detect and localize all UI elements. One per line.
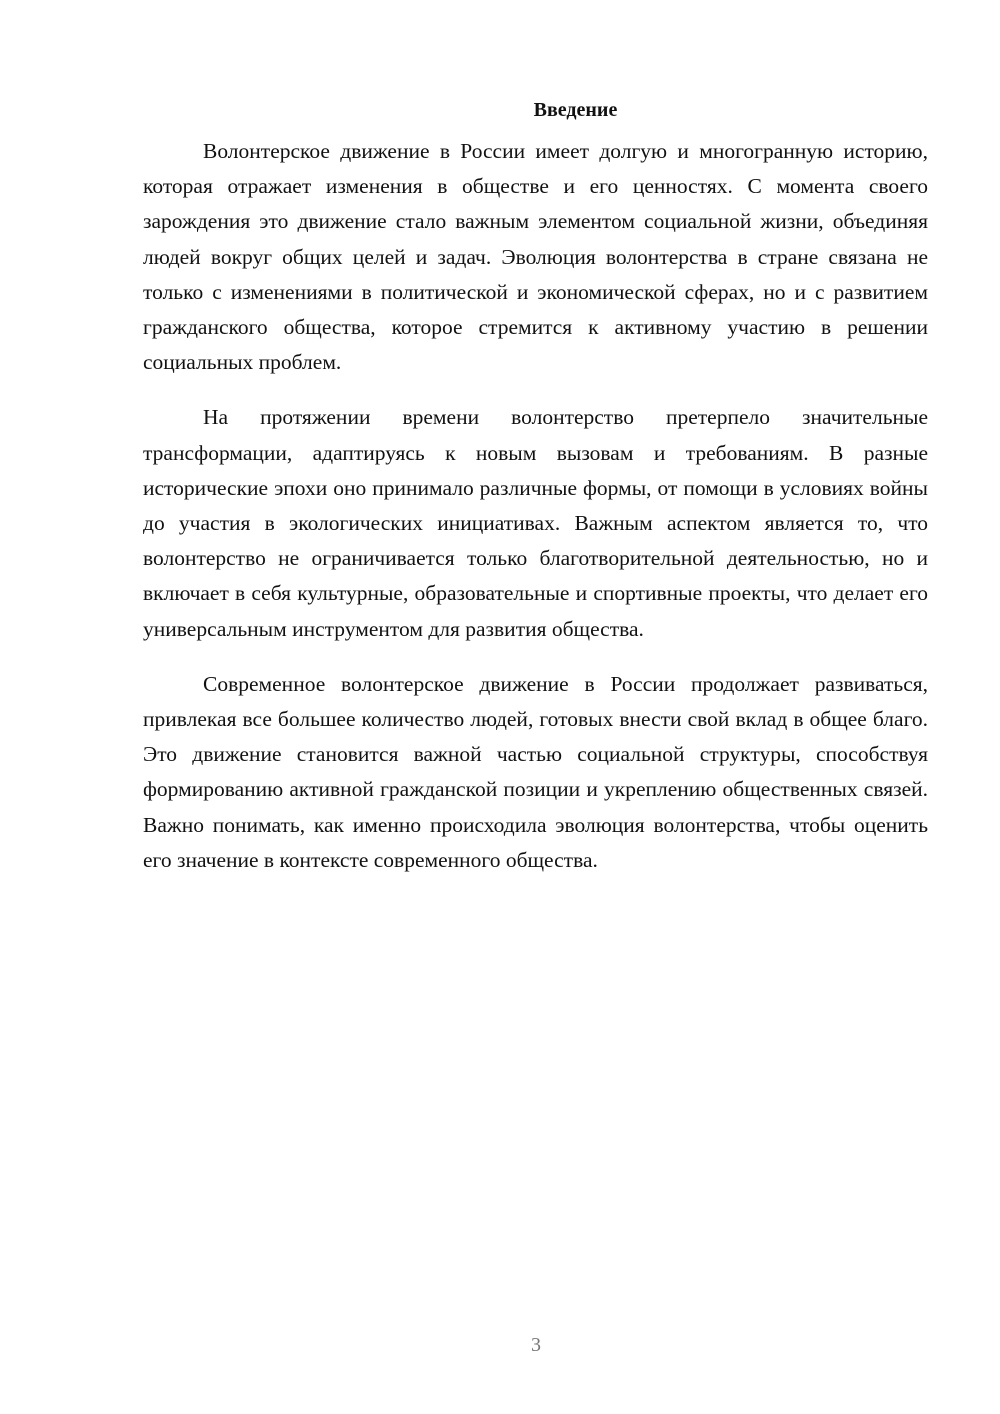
page-title: Введение [533, 99, 618, 121]
page-number: 3 [531, 1334, 541, 1356]
paragraph-2: На протяжении времени волонтерство претерпело значительные трансформации, адаптируясь к новым вызовам и требованиям. В разные исторические эпохи оно принимало различные формы, от помощи в условиях войны до участия в экологических инициативах. Важным аспектом является то, что волонтерство не ограничивается только благотворительной деятельностью, но и включает в себя культурные, образовательные и спортивные проекты, что делает его универсальным инструментом для развития общества. [143, 405, 928, 641]
page-content [143, 96, 928, 898]
paragraph-1: Волонтерское движение в России имеет долгую и многогранную историю, которая отражает изменения в обществе и его ценностях. С момента своего зарождения это движение стало важным элементом социальной жизни, объединяя людей вокруг общих целей и задач. Эволюция волонтерства в стране связана не только с изменениями в политической и экономической сферах, но и с развитием гражданского общества, которое стремится к активному участию в решении социальных проблем. [143, 139, 928, 375]
paragraph-3: Современное волонтерское движение в России продолжает развиваться, привлекая все большее количество людей, готовых внести свой вклад в общее благо. Это движение становится важной частью социальной структуры, способствуя формированию активной гражданской позиции и укреплению общественных связей. Важно понимать, как именно происходила эволюция волонтерства, чтобы оценить его значение в контексте современного общества. [143, 671, 928, 872]
